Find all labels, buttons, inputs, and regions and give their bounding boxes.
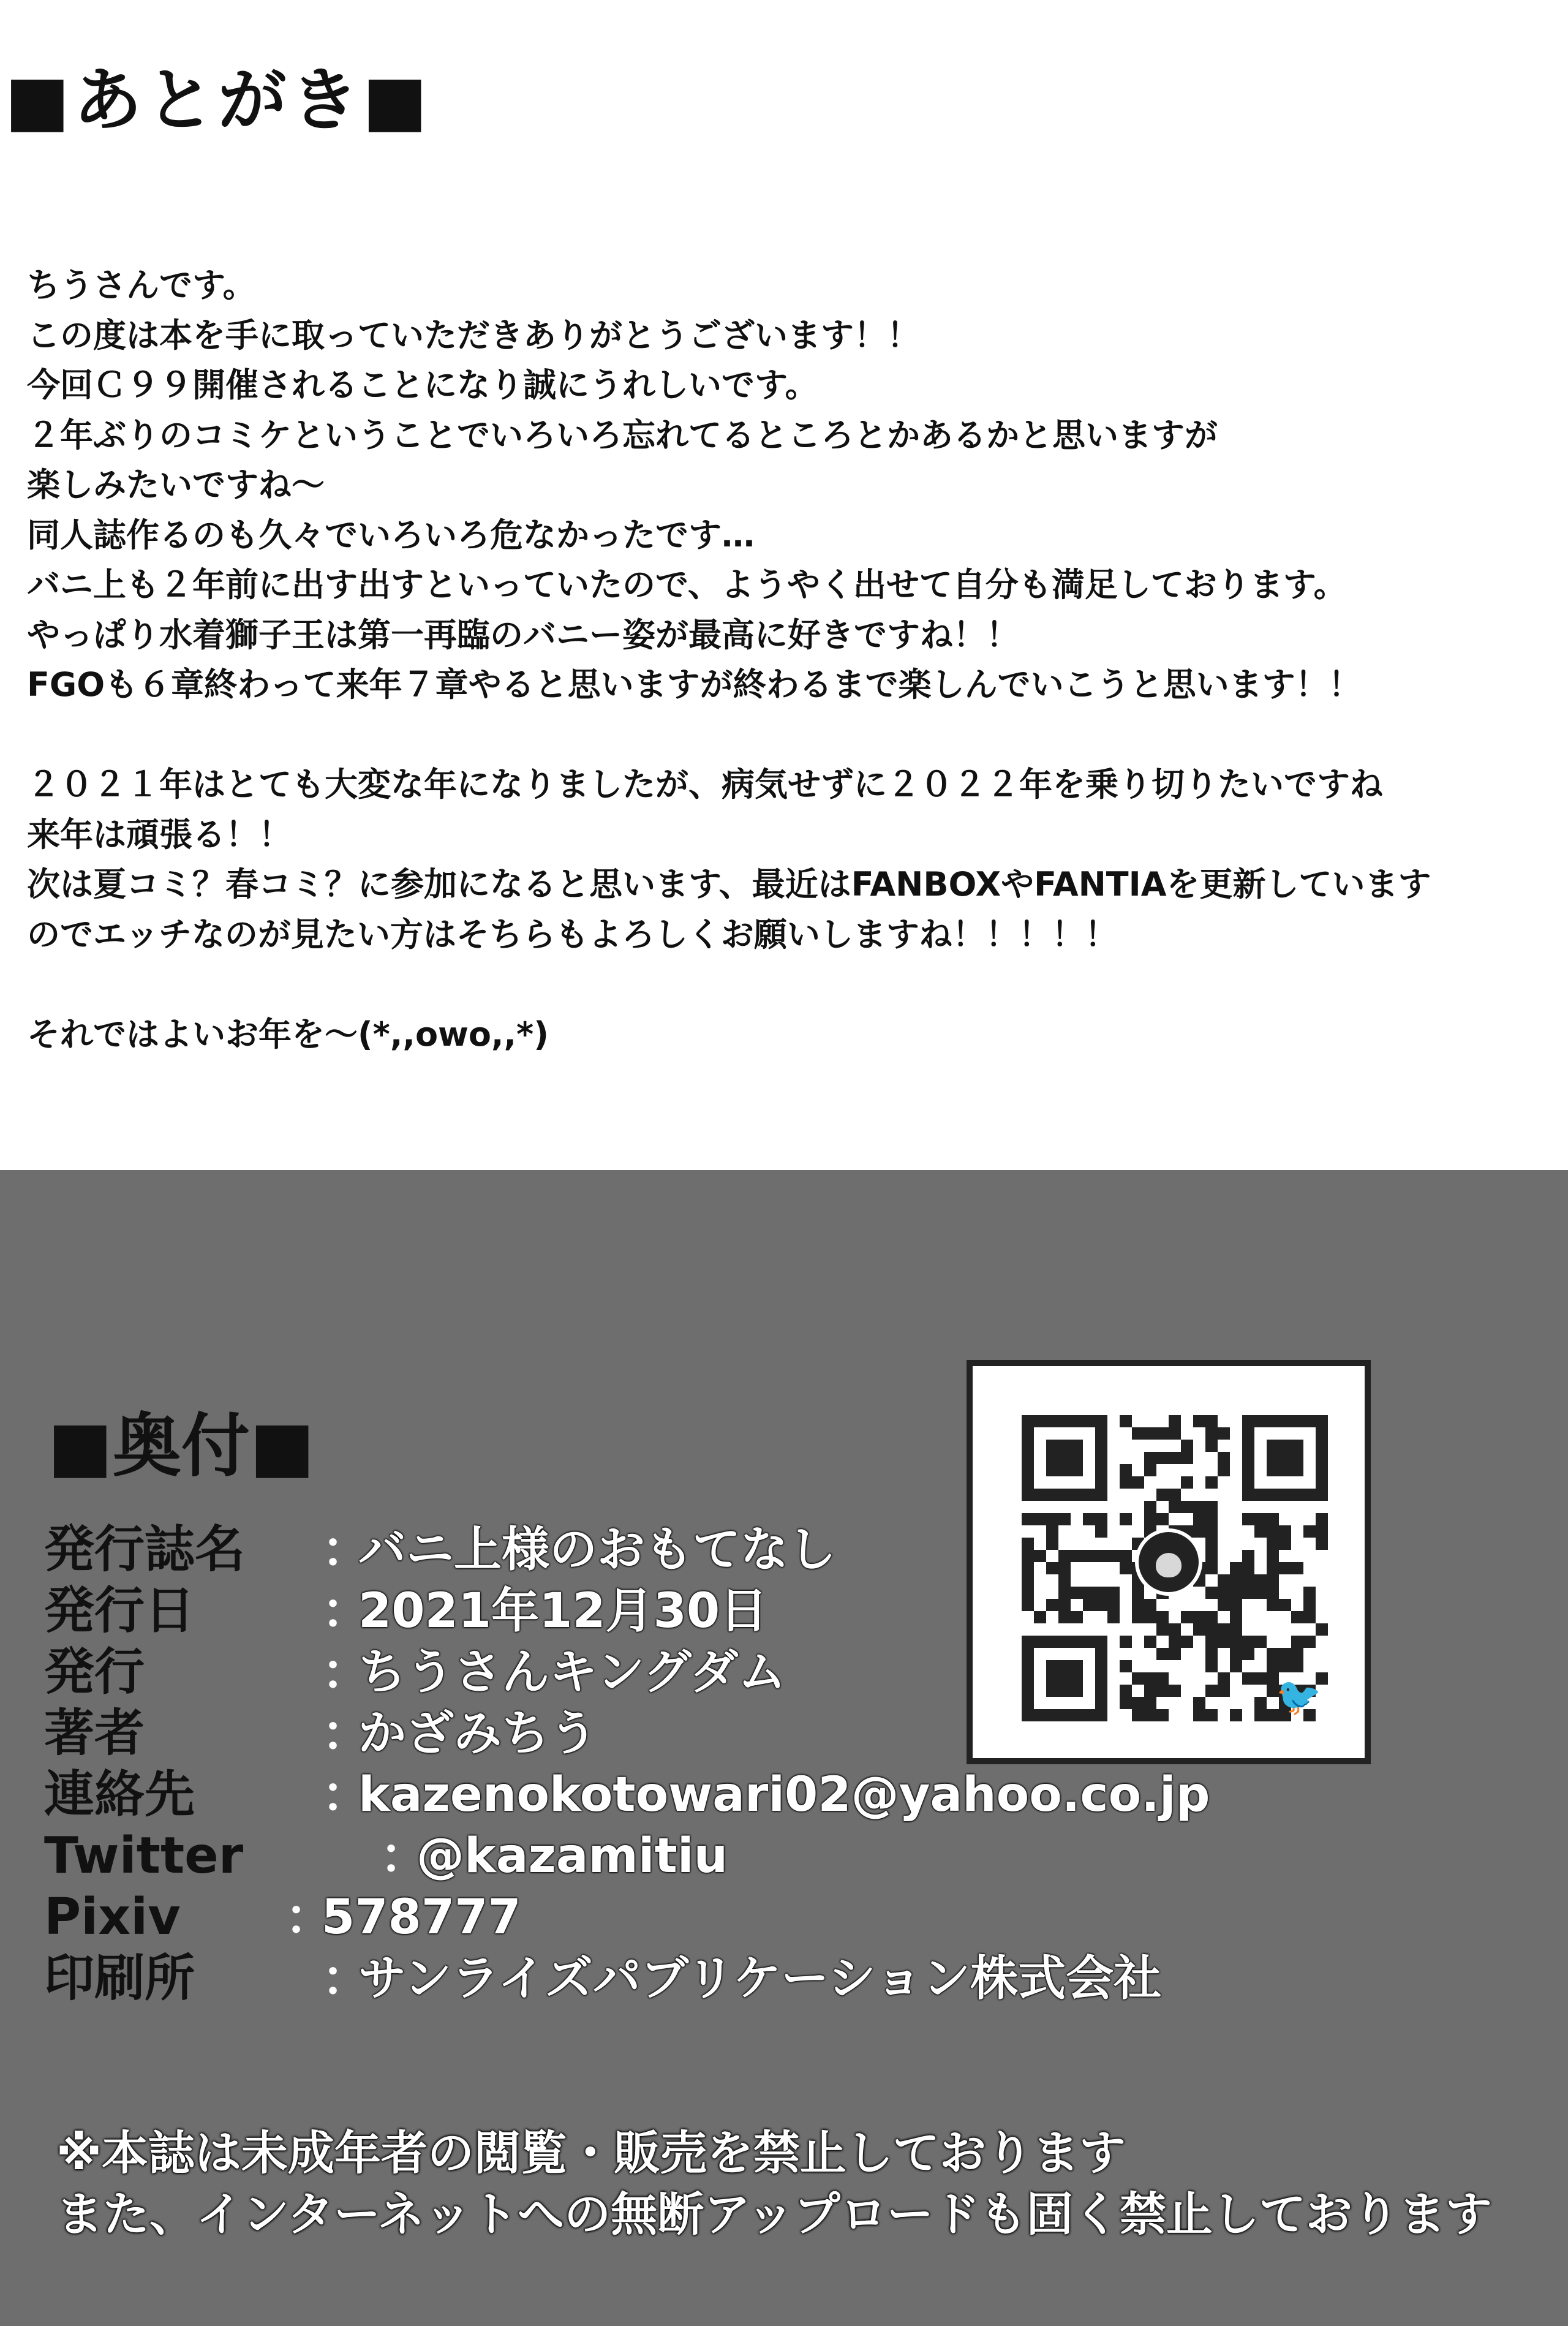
afterword-line: FGOも６章終わって来年７章やると思いますが終わるまで楽しんでいこうと思います！！ [27, 665, 1362, 704]
info-separator: ： [322, 1644, 371, 1701]
info-separator: ： [322, 1582, 371, 1639]
afterword-line: この度は本を手に取っていただきありがとうございます！！ [27, 315, 920, 355]
afterword-line: ２年ぶりのコミケということでいろいろ忘れてるところとかあるかと思いますが [27, 415, 1218, 455]
twitter-handle[interactable]: @kazamitiu [417, 1829, 728, 1884]
pixiv-id[interactable]: 578777 [322, 1890, 521, 1945]
afterword-line: 楽しみたいですね～ [27, 466, 325, 504]
info-label: 発行 [44, 1643, 145, 1701]
info-separator: ： [285, 1889, 334, 1946]
twitter-bird-icon: 🐦 [1276, 1675, 1322, 1718]
info-separator: ： [380, 1827, 429, 1884]
afterword-line: 今回Ｃ９９開催されることになり誠にうれしいです。 [27, 366, 818, 404]
colophon-panel [0, 1170, 1568, 2326]
info-label: 印刷所 [44, 1949, 195, 2007]
info-label: Pixiv [44, 1888, 181, 1946]
afterword-line: バニ上も２年前に出す出すといっていたので、ようやく出せて自分も満足しております。 [27, 565, 1347, 604]
info-value: かざみちう [358, 1706, 598, 1761]
notice-line: ※本誌は未成年者の閲覧・販売を禁止しております [56, 2126, 1126, 2180]
afterword-line [27, 959, 1546, 1010]
info-label: 連絡先 [44, 1765, 195, 1824]
notice-line: また、インターネットへの無断アップロードも固く禁止しております [56, 2187, 1492, 2241]
info-separator: ： [322, 1521, 371, 1578]
info-label: 発行誌名 [44, 1520, 246, 1579]
info-value: バニ上様のおもてなし [358, 1522, 837, 1577]
afterword-line: 次は夏コミ？春コミ？に参加になると思います、最近はFANBOXやFANTIAを更新しています [27, 865, 1431, 904]
info-separator: ： [322, 1705, 371, 1762]
afterword-line: 来年は頑張る！！ [27, 815, 292, 854]
avatar [1135, 1528, 1202, 1596]
info-value: サンライズパブリケーション株式会社 [358, 1951, 1162, 2006]
afterword-line: それではよいお年を～(*,,owo,,*) [27, 1014, 549, 1054]
info-value: ちうさんキングダム [358, 1645, 786, 1700]
colophon-title: ■奥付■ [48, 1407, 315, 1486]
afterword-line: のでエッチなのが見たい方はそちらもよろしくお願いしますね！！！！！ [27, 915, 1118, 954]
contact-email[interactable]: kazenokotowari02@yahoo.co.jp [358, 1767, 1210, 1822]
afterword-body [27, 260, 1546, 1059]
info-row-pixiv [0, 1887, 1568, 1948]
info-label: 著者 [44, 1704, 145, 1762]
info-value: 2021年12月30日 [358, 1584, 768, 1639]
afterword-line: ちうさんです。 [27, 266, 256, 304]
info-row-printer [0, 1948, 1568, 2009]
afterword-line: やっぱり水着獅子王は第一再臨のバニー姿が最高に好きですね！！ [27, 615, 1019, 654]
qr-code[interactable] [967, 1360, 1371, 1764]
afterword-line [27, 710, 1546, 760]
info-separator: ： [322, 1766, 371, 1823]
afterword-line: 同人誌作るのも久々でいろいろ危なかったです… [27, 515, 755, 554]
afterword-title: ■あとがき■ [5, 61, 431, 140]
copyright-notice [56, 2123, 1492, 2245]
afterword-line: ２０２１年はとても大変な年になりましたが、病気せずに２０２２年を乗り切りたいですね [27, 765, 1383, 804]
info-separator: ： [322, 1950, 371, 2007]
info-label: Twitter [44, 1827, 244, 1885]
info-row-twitter [0, 1826, 1568, 1887]
info-label: 発行日 [44, 1582, 195, 1640]
info-row-contact [0, 1764, 1568, 1826]
